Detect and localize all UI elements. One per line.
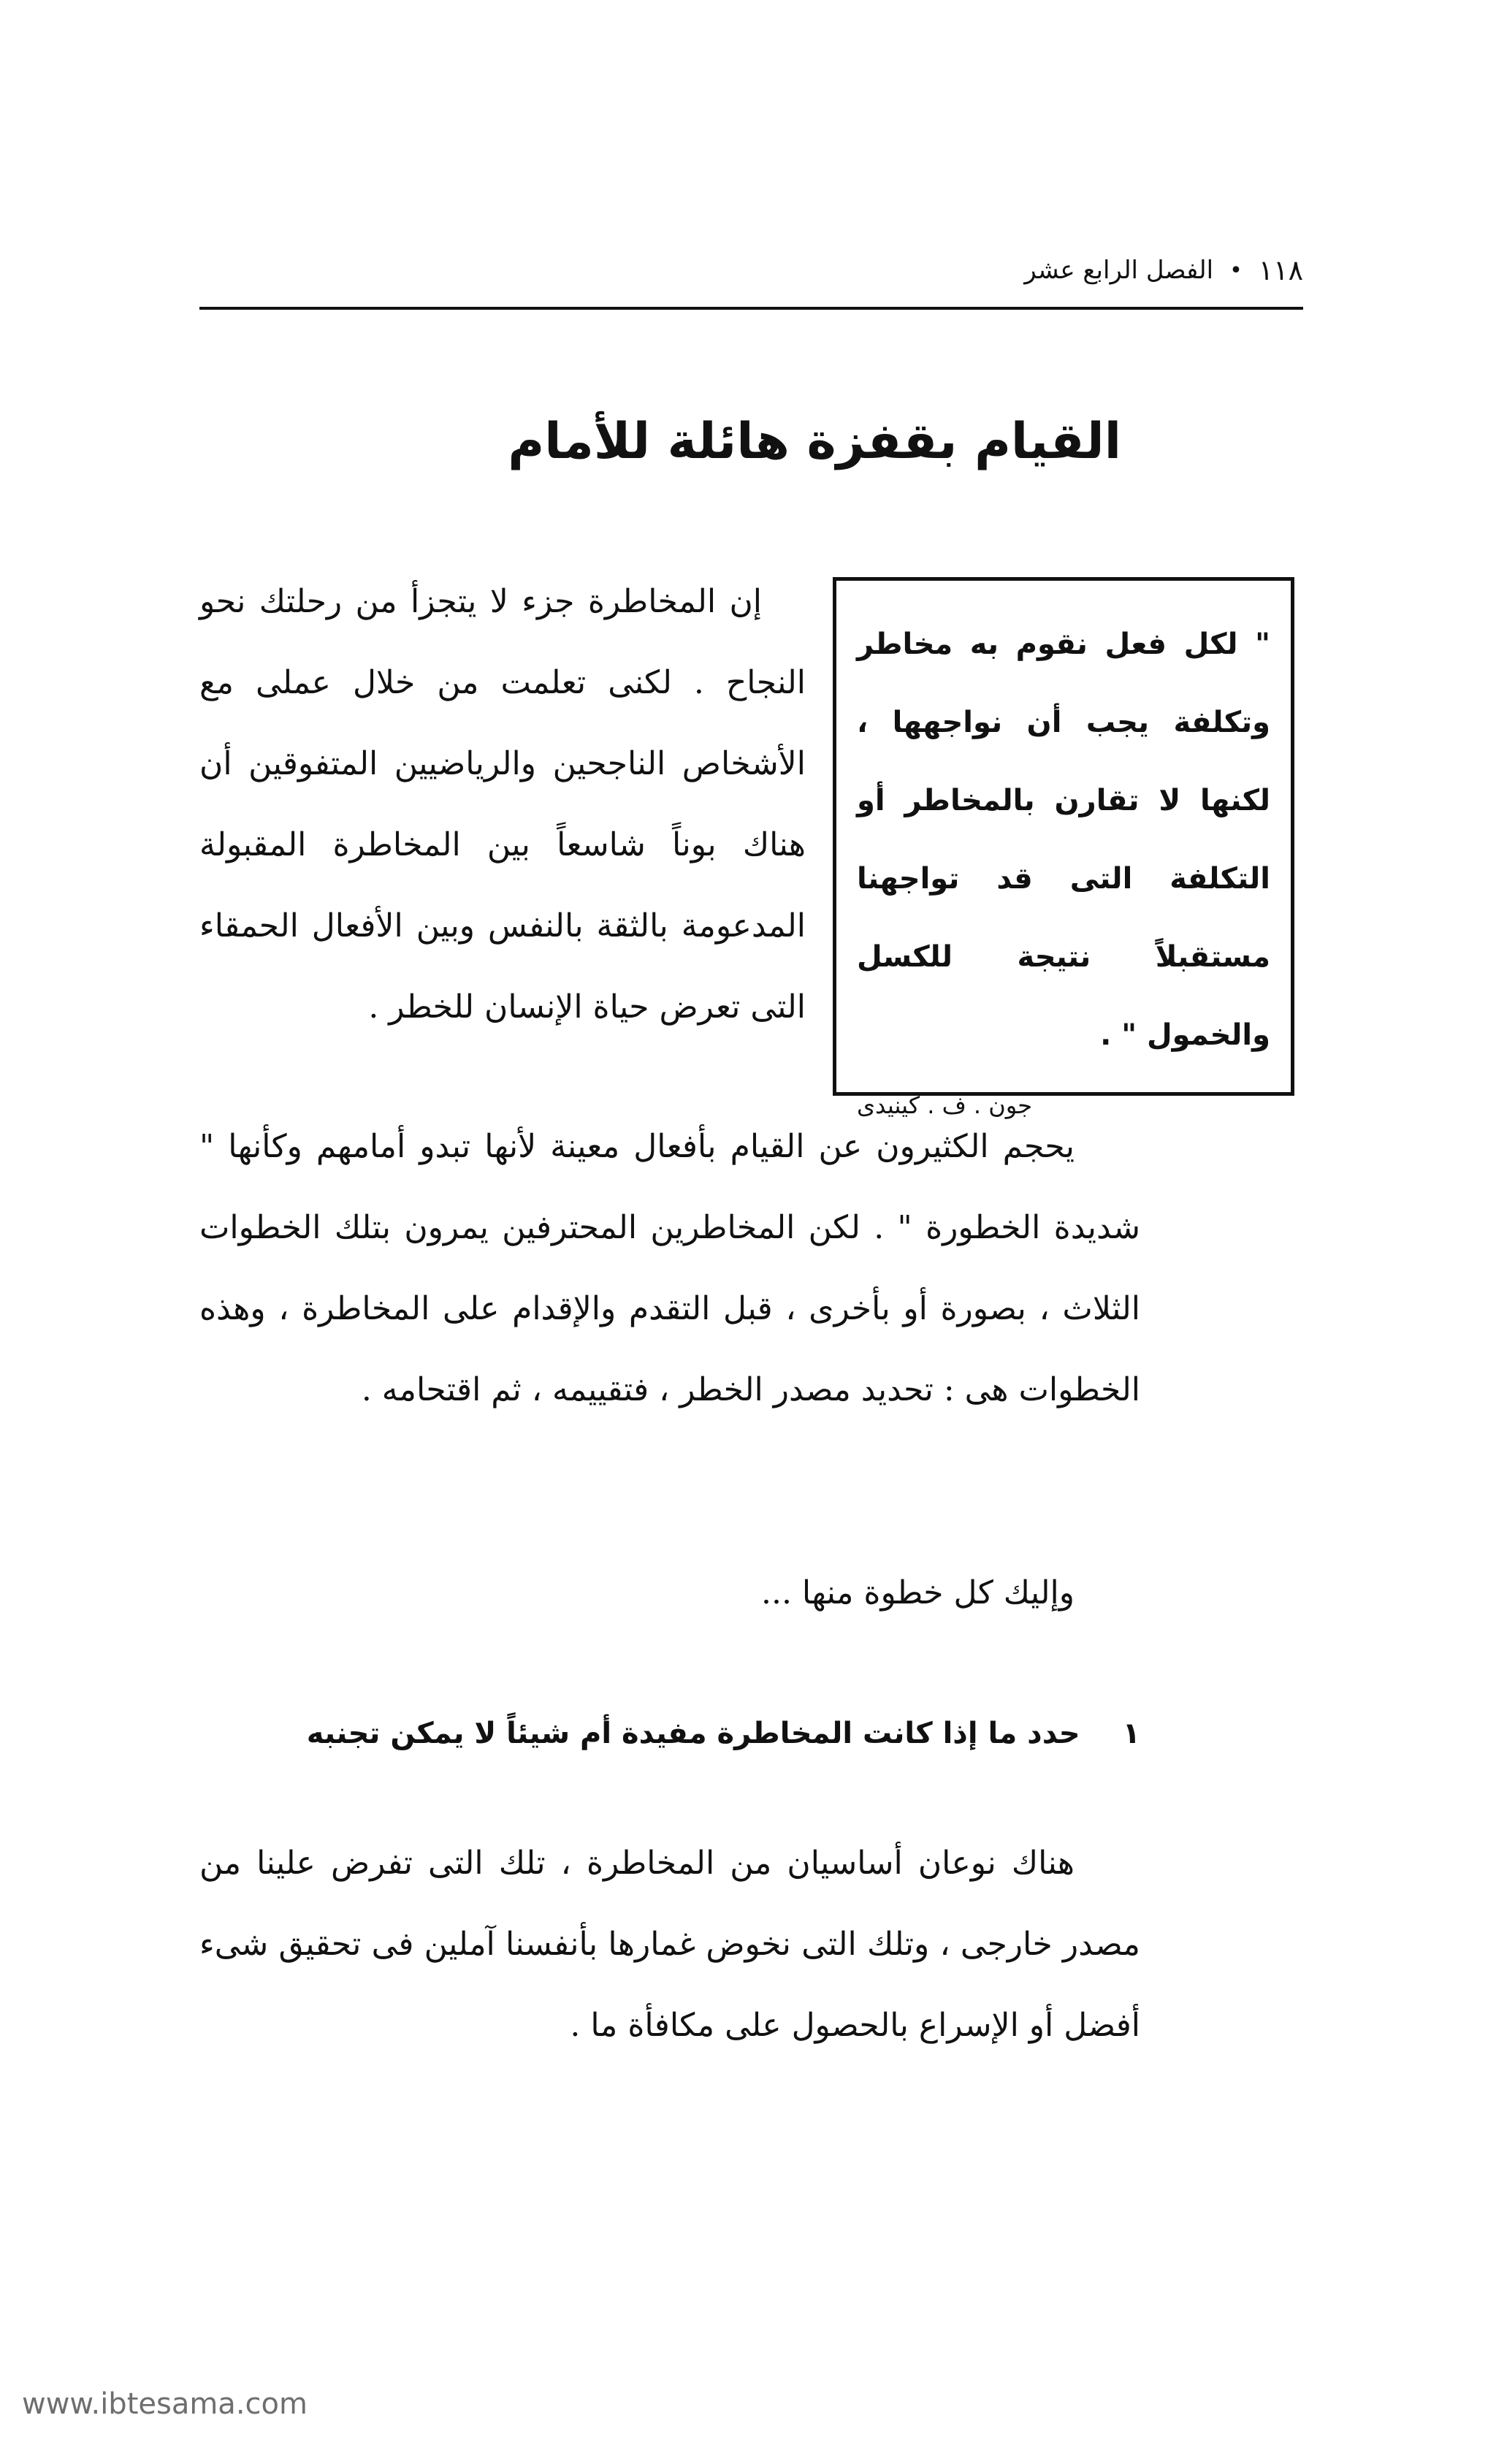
- paragraph-intro: إن المخاطرة جزء لا يتجزأ من رحلتك نحو النجاح . لكنى تعلمت من خلال عملى مع الأشخاص الناجحين والرياضيين المتفوقين أن هناك بوناً شاسعاً بين المخاطرة المقبولة المدعومة بالثقة بالنفس وبين الأفعال الحمقاء التى تعرض حياة الإنسان للخطر .: [199, 583, 806, 1026]
- step-heading: [199, 1701, 1140, 1766]
- watermark: www.ibtesama.com: [22, 2387, 308, 2421]
- quote-box: [833, 577, 1294, 1119]
- page-number: ١١٨: [1258, 254, 1303, 286]
- header-separator: •: [1229, 257, 1243, 283]
- header-rule: [199, 307, 1303, 310]
- chapter-title: الفصل الرابع عشر: [1024, 256, 1214, 285]
- quote-text: " لكل فعل نقوم به مخاطر وتكلفة يجب أن نواجهها ، لكنها لا تقارن بالمخاطر أو التكلفة التى قد تواجهنا مستقبلاً نتيجة للكسل والخمول " .: [857, 628, 1270, 1052]
- step-number: ١: [1122, 1717, 1140, 1750]
- step-title: حدد ما إذا كانت المخاطرة مفيدة أم شيئاً لا يمكن تجنبه: [306, 1717, 1080, 1750]
- paragraph-risk-types: هناك نوعان أساسيان من المخاطرة ، تلك التى تفرض علينا من مصدر خارجى ، وتلك التى نخوض غمارها بأنفسنا آملين فى تحقيق شىء أفضل أو الإسراع بالحصول على مكافأة ما .: [199, 1845, 1140, 2044]
- running-header: [199, 245, 1303, 296]
- section-title: القيام بقفزة هائلة للأمام: [508, 413, 1121, 470]
- paragraph-steps: يحجم الكثيرون عن القيام بأفعال معينة لأنها تبدو أمامهم وكأنها " شديدة الخطورة " . لكن المخاطرين المحترفين يمرون بتلك الخطوات الثلاث ، بصورة أو بأخرى ، قبل التقدم والإقدام على المخاطرة ، وهذه الخطوات هى : تحديد مصدر الخطر ، فتقييمه ، ثم اقتحامه .: [199, 1128, 1140, 1408]
- paragraph-lead-in: وإليك كل خطوة منها ...: [760, 1574, 1075, 1611]
- quote-author: جون . ف . كينيدى: [857, 1091, 1033, 1119]
